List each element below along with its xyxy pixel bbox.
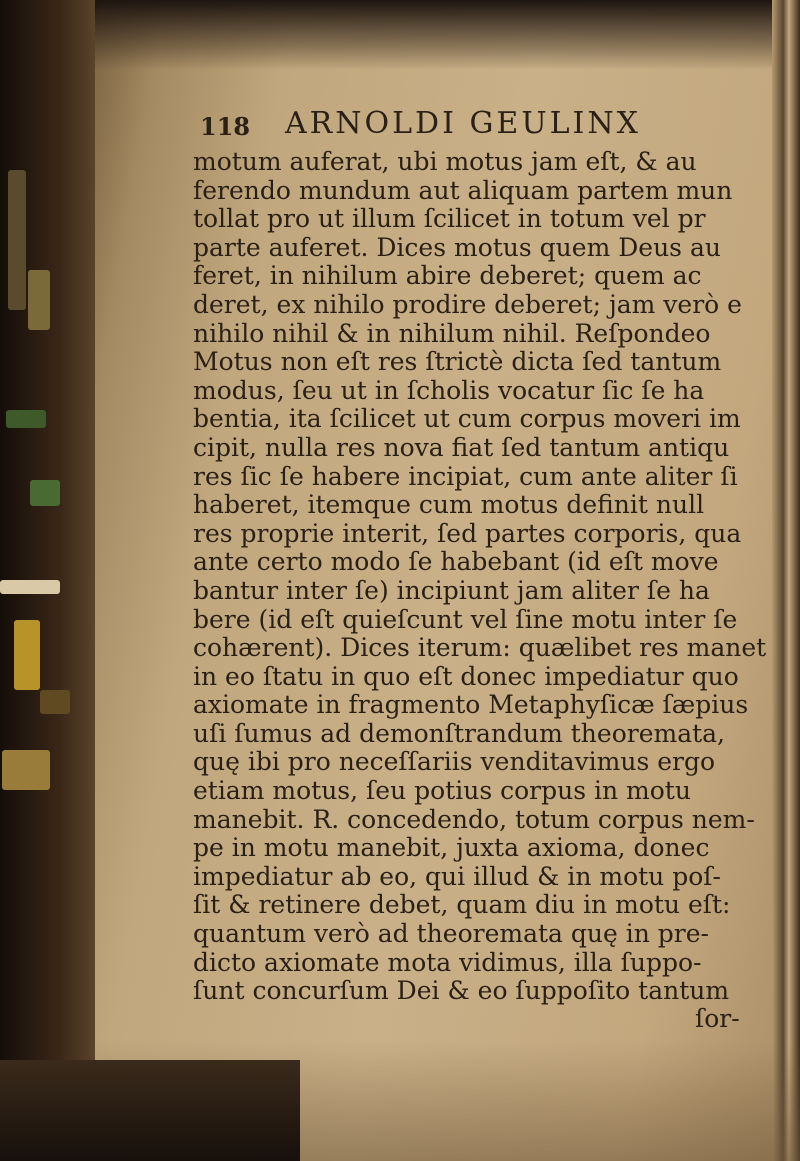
text-line: manebit. R. concedendo, totum corpus nem- [193,805,755,834]
text-line: bere (id eſt quieſcunt vel ſine motu inter ſe [193,605,738,634]
running-head: ARNOLDI GEULINX [285,106,641,141]
text-line: res proprie interit, ſed partes corporis, qua [193,519,742,548]
text-line: quantum verò ad theoremata quę in pre- [193,920,709,949]
text-line: deret, ex nihilo prodire deberet; jam verò e [193,290,742,319]
body-text [193,148,778,1006]
text-line: haberet, itemque cum motus definit null [193,491,705,520]
text-line: in eo ſtatu in quo eſt donec impediatur quo [193,662,739,691]
text-line: modus, ſeu ut in ſcholis vocatur ſic ſe ha [193,376,705,405]
text-line: ante certo modo ſe habebant (id eſt move [193,548,719,577]
text-line: quę ibi pro neceſſariis venditavimus ergo [193,748,716,777]
text-line: dicto axiomate mota vidimus, illa ſuppo- [193,948,702,977]
text-line: axiomate in fragmento Metaphyſicæ ſæpius [193,691,749,720]
text-line: ſunt concurſum Dei & eo ſuppoſito tantum [193,977,730,1006]
text-line: cipit, nulla res nova fiat ſed tantum antiqu [193,433,730,462]
text-line: nihilo nihil & in nihilum nihil. Reſpondeo [193,319,711,348]
text-line: Motus non eſt res ſtrictè dicta ſed tantum [193,348,722,377]
text-line: motum auferat, ubi motus jam eſt, & au [193,148,697,176]
text-line: impediatur ab eo, qui illud & in motu poſ- [193,862,721,891]
text-line: pe in motu manebit, juxta axioma, donec [193,834,710,863]
text-line: parte auferet. Dices motus quem Deus au [193,233,721,262]
text-line: cohærent). Dices iterum: quælibet res manet [193,634,767,663]
catchword: ſor- [695,1004,740,1033]
background-bottom-shadow [0,1060,300,1161]
facing-page-edge-decoration [0,150,90,850]
text-line: uſi ſumus ad demonſtrandum theoremata, [193,719,726,748]
text-line: bentia, ita ſcilicet ut cum corpus moveri im [193,405,741,434]
text-line: res ſic ſe habere incipiat, cum ante aliter ſi [193,462,738,491]
text-line: ſit & retinere debet, quam diu in motu eſt: [193,891,731,920]
text-line: tollat pro ut illum ſcilicet in totum vel pr [193,205,706,234]
text-line: etiam motus, ſeu potius corpus in motu [193,777,691,806]
page-number: 118 [200,112,251,141]
text-line: feret, in nihilum abire deberet; quem ac [193,262,702,291]
text-line: bantur inter ſe) incipiunt jam aliter ſe ha [193,576,710,605]
text-line: ferendo mundum aut aliquam partem mun [193,176,733,205]
page-top-shadow [95,0,800,70]
